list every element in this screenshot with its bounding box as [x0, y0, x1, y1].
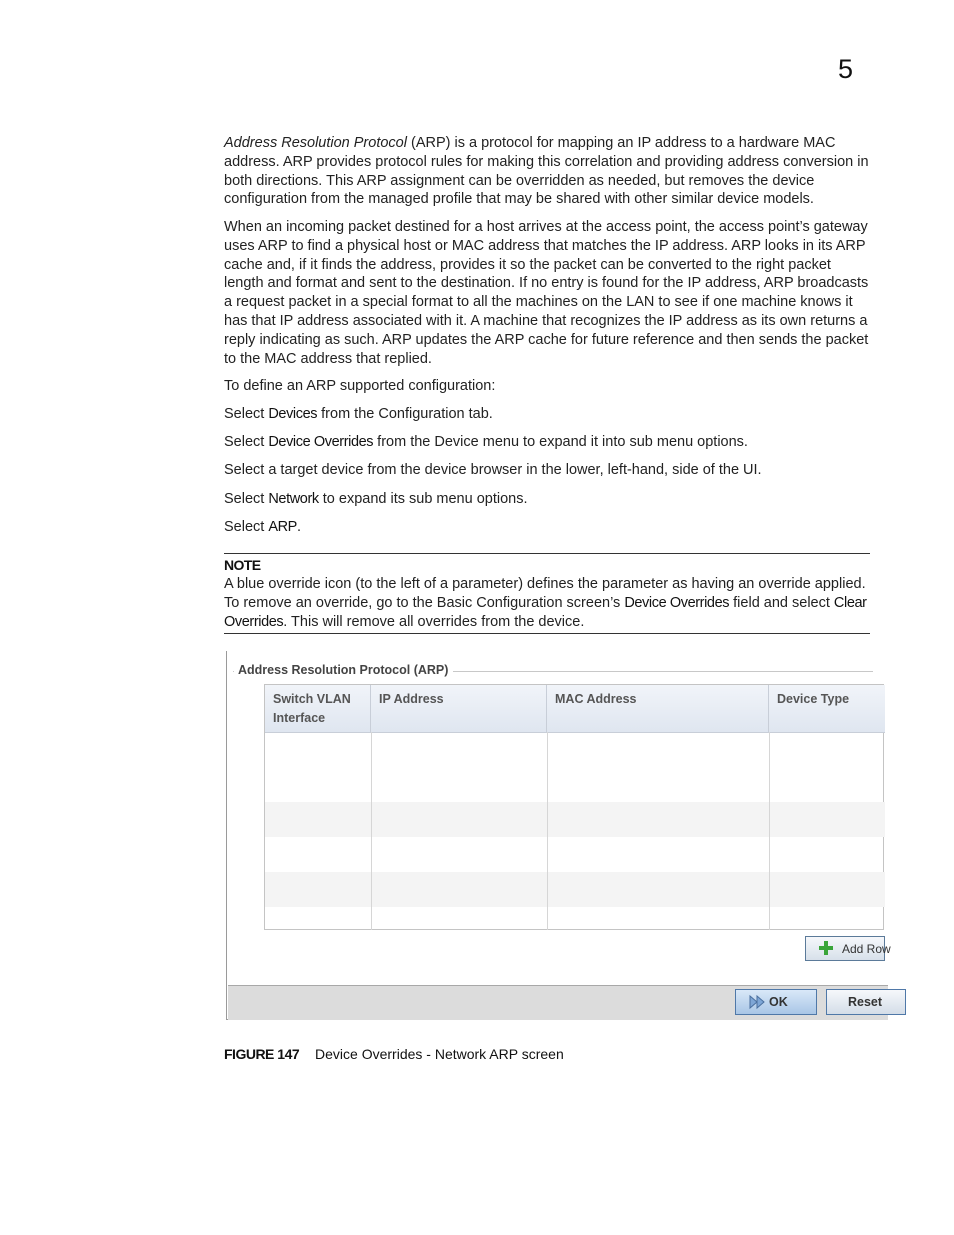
intro-paragraph-text: (ARP) is a protocol for mapping an IP address to a hardware MAC address. ARP provides protocol rules for making this correlation and providing address conversion in both directions. This ARP assignment can be overridden as needed, but removes the device configuration from the managed profile that may be shared with other similar device models. [224, 135, 869, 208]
column-header-mac-address[interactable]: MAC Address [547, 685, 769, 732]
arp-screen-figure [226, 651, 891, 1020]
define-intro: To define an ARP supported configuration: [224, 378, 496, 394]
ok-button[interactable] [735, 989, 817, 1015]
plus-icon [818, 940, 834, 956]
figure-title: Device Overrides - Network ARP screen [315, 1046, 564, 1062]
table-row[interactable] [265, 872, 885, 907]
note-term-clear-overrides: Clear Overrides [224, 594, 867, 630]
step-1-term: Devices [268, 406, 318, 422]
arp-table [264, 684, 884, 930]
step-4-term: Network [268, 491, 319, 507]
table-header [265, 685, 885, 733]
note-label: NOTE [224, 557, 261, 573]
column-divider [769, 732, 770, 930]
note-block [224, 553, 870, 634]
column-divider [371, 732, 372, 930]
arp-term: Address Resolution Protocol [224, 135, 407, 151]
chapter-number: 5 [838, 54, 854, 84]
step-2: Select Device Overrides from the Device menu to expand it into sub menu options. [224, 434, 748, 450]
column-header-device-type[interactable]: Device Type [777, 692, 850, 706]
explanation-paragraph: When an incoming packet destined for a host arrives at the access point, the access point’s gateway uses ARP to find a physical host or MAC address that matches the IP address. ARP looks in its ARP cache and, if it finds the address, provides it so the packet can be converted to the right packet length and format and sent to the destination. If no entry is found for the IP address, ARP broadcasts a request packet in a special format to all the machines on the LAN to see if one machine knows it has that IP address associated with it. A machine that recognizes the IP address as its own returns a reply indicating as such. ARP updates the ARP cache for future reference and then sends the packet to the MAC address that replied. [224, 219, 869, 367]
step-4: Select Network to expand its sub menu options. [224, 491, 528, 507]
reset-button[interactable] [826, 989, 906, 1015]
reset-label: Reset [848, 995, 883, 1009]
table-row[interactable] [265, 907, 885, 929]
table-row[interactable] [265, 802, 885, 837]
figure-label: FIGURE 147 [224, 1046, 300, 1062]
column-header-switch-vlan-interface[interactable]: Switch VLAN Interface [265, 685, 371, 732]
table-row[interactable] [265, 732, 885, 767]
step-2-term: Device Overrides [268, 434, 374, 450]
intro-paragraph [224, 134, 870, 209]
table-row[interactable] [265, 837, 885, 872]
fast-forward-icon [749, 995, 765, 1009]
ok-label: OK [769, 995, 788, 1009]
group-title: Address Resolution Protocol (ARP) [234, 663, 453, 677]
step-3: Select a target device from the device browser in the lower, left-hand, side of the UI. [224, 462, 762, 478]
step-5: Select ARP. [224, 519, 301, 535]
note-text: A blue override icon (to the left of a parameter) defines the parameter as having an override applied. To remove an override, go to the Basic Configuration screen’s Device Overrides field and select Clear Overrides. This will remove all overrides from the device. [224, 576, 867, 630]
add-row-button[interactable] [805, 936, 891, 961]
note-term-device-overrides: Device Overrides [624, 594, 730, 611]
figure-caption [224, 1046, 564, 1062]
table-row[interactable] [265, 767, 885, 802]
add-row-label: Add Row [842, 942, 891, 956]
column-divider [547, 732, 548, 930]
column-header-ip-address[interactable]: IP Address [371, 685, 547, 732]
step-1: Select Devices from the Configuration tab. [224, 406, 493, 422]
step-5-term: ARP [268, 519, 297, 535]
